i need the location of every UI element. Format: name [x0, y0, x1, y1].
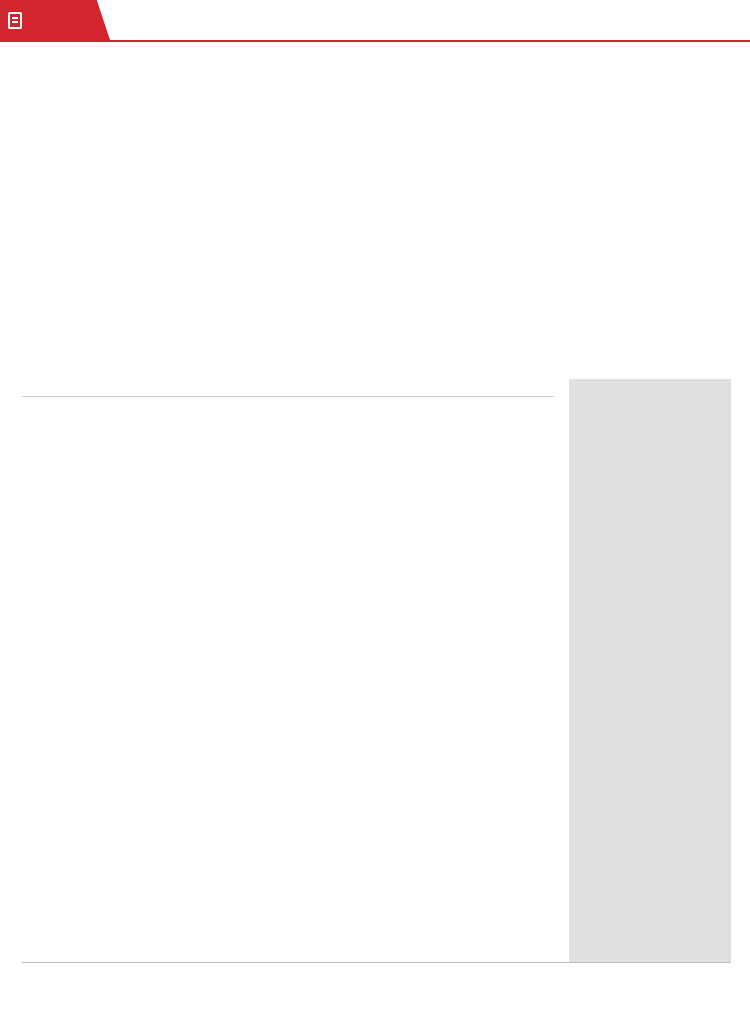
- document-icon: [8, 12, 22, 29]
- series-title-rule: [22, 396, 554, 397]
- header-rule: [0, 40, 750, 42]
- footer-rule: [22, 962, 731, 963]
- order-example-panel: [569, 379, 731, 962]
